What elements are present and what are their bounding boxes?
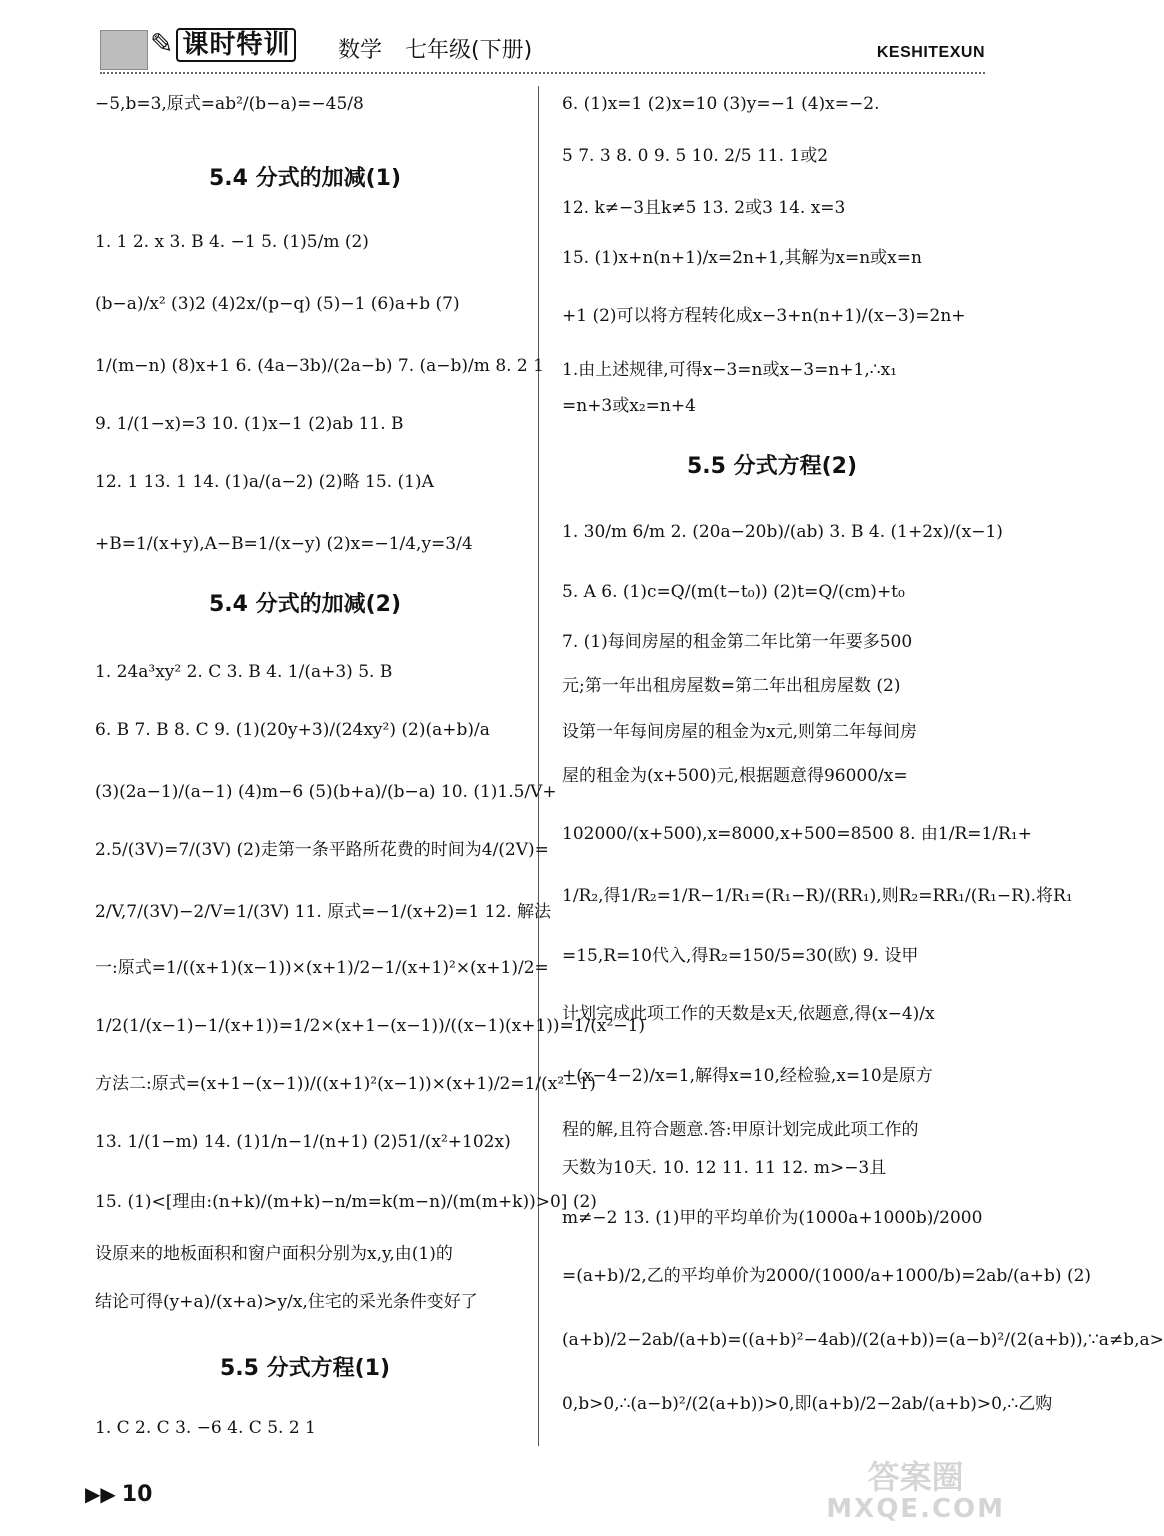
answer-line: (a+b)/2−2ab/(a+b)=((a+b)²−4ab)/(2(a+b))=(a−b)²/(2(a+b)),∵a≠b,a>: [562, 1330, 1164, 1350]
section-title: 5.5 分式方程(1): [219, 1356, 391, 1381]
answer-line: +B=1/(x+y),A−B=1/(x−y) (2)x=−1/4,y=3/4: [95, 534, 473, 554]
answer-line: 1. 24a³xy² 2. C 3. B 4. 1/(a+3) 5. B: [95, 662, 393, 682]
page-number-text: 10: [121, 1482, 153, 1507]
page-number: [85, 1482, 152, 1507]
answer-line: 1. 30/m 6/m 2. (20a−20b)/(ab) 3. B 4. (1+2x)/(x−1): [562, 522, 1003, 542]
answer-line: 设原来的地板面积和窗户面积分别为x,y,由(1)的: [95, 1244, 453, 1264]
answer-line: −5,b=3,原式=ab²/(b−a)=−45/8: [95, 94, 364, 114]
answer-line: 1. C 2. C 3. −6 4. C 5. 2 1: [95, 1418, 316, 1438]
grade-label: 七年级(下册): [405, 38, 533, 63]
answer-line: 1. 1 2. x 3. B 4. −1 5. (1)5/m (2): [95, 232, 369, 252]
answer-line: 15. (1)x+n(n+1)/x=2n+1,其解为x=n或x=n: [562, 248, 922, 268]
answer-line: =(a+b)/2,乙的平均单价为2000/(1000/a+1000/b)=2ab/(a+b) (2): [562, 1266, 1092, 1286]
answer-line: 7. (1)每间房屋的租金第二年比第一年要多500: [562, 632, 913, 652]
watermark-logo-text: 答案圈: [867, 1458, 964, 1496]
brand-logo: [150, 24, 296, 61]
answer-line: 9. 1/(1−x)=3 10. (1)x−1 (2)ab 11. B: [95, 414, 404, 434]
section-title: 5.5 分式方程(2): [686, 454, 858, 479]
answer-line: 1/2(1/(x−1)−1/(x+1))=1/2×(x+1−(x−1))/((x−1)(x+1))=1/(x²−1): [95, 1016, 646, 1036]
answer-line: 6. (1)x=1 (2)x=10 (3)y=−1 (4)x=−2.: [562, 94, 880, 114]
answer-line: 一:原式=1/((x+1)(x−1))×(x+1)/2−1/(x+1)²×(x+1)/2=: [95, 958, 549, 978]
answer-line: 5. A 6. (1)c=Q/(m(t−t₀)) (2)t=Q/(cm)+t₀: [562, 582, 905, 602]
subject-label: 数学: [338, 38, 383, 63]
answer-line: 天数为10天. 10. 12 11. 11 12. m>−3且: [562, 1158, 887, 1178]
answer-line: 1.由上述规律,可得x−3=n或x−3=n+1,∴x₁: [562, 360, 897, 380]
answer-line: 6. B 7. B 8. C 9. (1)(20y+3)/(24xy²) (2)(a+b)/a: [95, 720, 490, 740]
answer-line: 15. (1)<[理由:(n+k)/(m+k)−n/m=k(m−n)/(m(m+k))>0] (2): [95, 1192, 597, 1212]
header-divider: [100, 72, 985, 74]
series-code: KESHITEXUN: [876, 44, 985, 61]
page-header: [0, 0, 1025, 86]
answer-line: 元;第一年出租房屋数=第二年出租房屋数 (2): [562, 676, 901, 696]
answer-line: (b−a)/x² (3)2 (4)2x/(p−q) (5)−1 (6)a+b (7): [95, 294, 460, 314]
answer-line: 12. k≠−3且k≠5 13. 2或3 14. x=3: [562, 198, 846, 218]
double-arrow-icon: ▶▶: [85, 1482, 116, 1506]
section-title: 5.4 分式的加减(2): [208, 592, 402, 617]
answer-line: 计划完成此项工作的天数是x天,依题意,得(x−4)/x: [562, 1004, 935, 1024]
header-decoration-box: [100, 30, 148, 70]
section-title: 5.4 分式的加减(1): [208, 166, 402, 191]
watermark-url: MXQE.COM: [826, 1494, 1005, 1525]
answer-line: =15,R=10代入,得R₂=150/5=30(欧) 9. 设甲: [562, 946, 919, 966]
brand-name: 课时特训: [176, 28, 296, 62]
answer-line: 设第一年每间房屋的租金为x元,则第二年每间房: [562, 722, 917, 742]
answer-line: +(x−4−2)/x=1,解得x=10,经检验,x=10是原方: [562, 1066, 933, 1086]
answer-line: +1 (2)可以将方程转化成x−3+n(n+1)/(x−3)=2n+: [562, 306, 966, 326]
answer-line: 1/(m−n) (8)x+1 6. (4a−3b)/(2a−b) 7. (a−b)/m 8. 2 1: [95, 356, 544, 376]
answer-line: 0,b>0,∴(a−b)²/(2(a+b))>0,即(a+b)/2−2ab/(a+b)>0,∴乙购: [562, 1394, 1053, 1414]
answer-line: 方法二:原式=(x+1−(x−1))/((x+1)²(x−1))×(x+1)/2=1/(x²−1): [95, 1074, 596, 1094]
answer-line: 13. 1/(1−m) 14. (1)1/n−1/(n+1) (2)51/(x²+102x): [95, 1132, 511, 1152]
answer-line: 结论可得(y+a)/(x+a)>y/x,住宅的采光条件变好了: [95, 1292, 478, 1312]
answer-line: 程的解,且符合题意.答:甲原计划完成此项工作的: [562, 1120, 919, 1140]
answer-line: 102000/(x+500),x=8000,x+500=8500 8. 由1/R=1/R₁+: [562, 824, 1032, 844]
answer-line: 5 7. 3 8. 0 9. 5 10. 2/5 11. 1或2: [562, 146, 829, 166]
answer-line: (3)(2a−1)/(a−1) (4)m−6 (5)(b+a)/(b−a) 10. (1)1.5/V+: [95, 782, 557, 802]
answer-line: 2/V,7/(3V)−2/V=1/(3V) 11. 原式=−1/(x+2)=1 12. 解法: [95, 902, 552, 922]
answer-line: 屋的租金为(x+500)元,根据题意得96000/x=: [562, 766, 908, 786]
answer-line: 1/R₂,得1/R₂=1/R−1/R₁=(R₁−R)/(RR₁),则R₂=RR₁/(R₁−R).将R₁: [562, 886, 1073, 906]
answer-line: 12. 1 13. 1 14. (1)a/(a−2) (2)略 15. (1)A: [95, 472, 434, 492]
pen-icon: ✎: [150, 27, 175, 60]
answer-line: 2.5/(3V)=7/(3V) (2)走第一条平路所花费的时间为4/(2V)=: [95, 840, 549, 860]
answer-line: =n+3或x₂=n+4: [562, 396, 696, 416]
answer-line: m≠−2 13. (1)甲的平均单价为(1000a+1000b)/2000: [562, 1208, 983, 1228]
watermark: [826, 1460, 1005, 1524]
column-divider: [538, 86, 539, 1446]
